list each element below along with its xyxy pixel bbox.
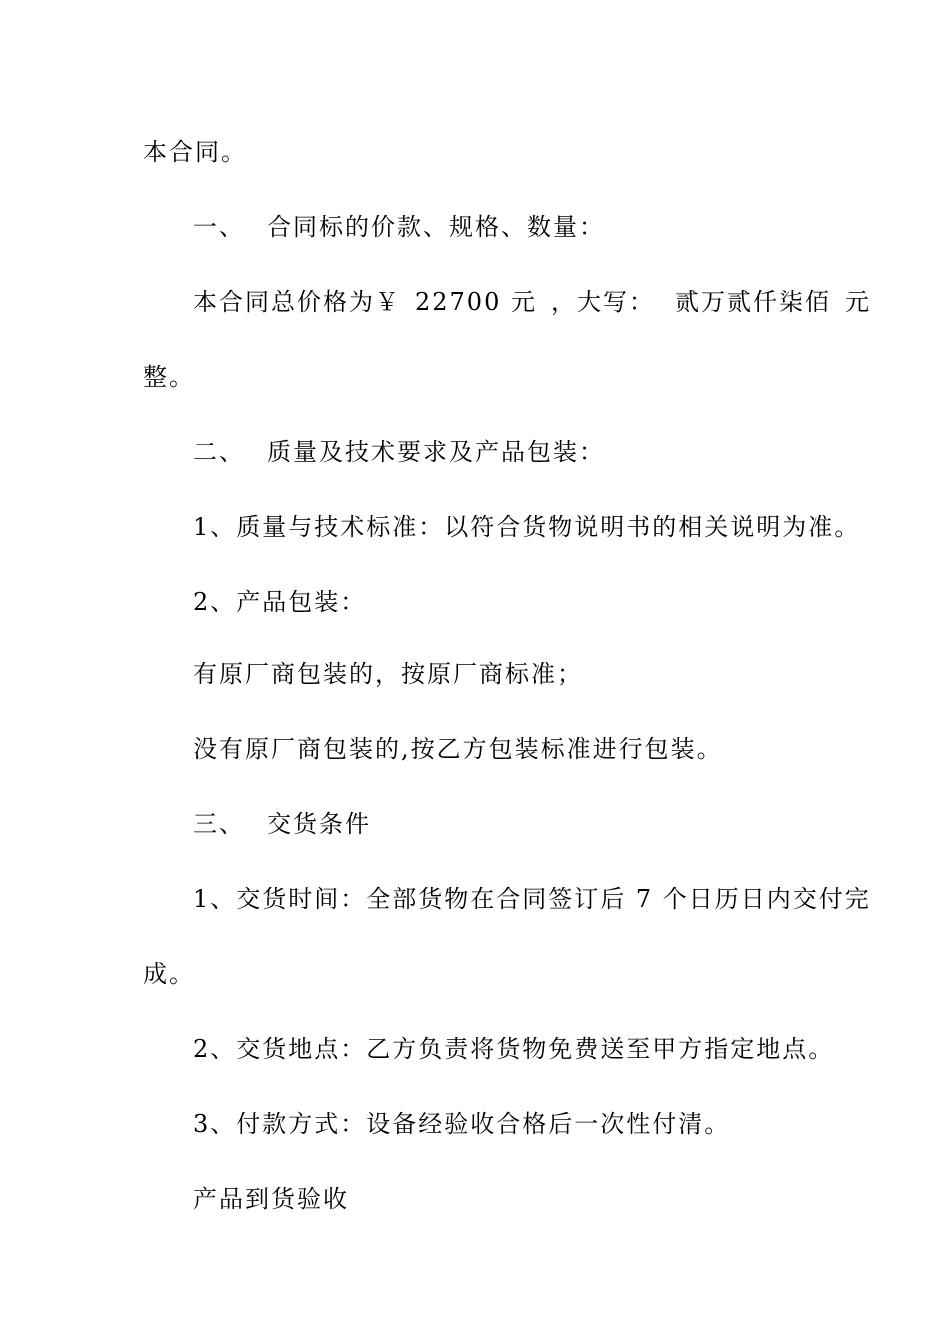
section-heading-3	[193, 809, 371, 839]
section-title: 合同标的价款、规格、数量：	[267, 213, 605, 241]
section-title: 交货条件	[267, 810, 371, 838]
section-number: 一、	[193, 213, 245, 241]
section-number: 三、	[193, 810, 245, 838]
text-line: 成。	[143, 960, 195, 988]
section-number: 二、	[193, 438, 245, 466]
text-line: 本合同。	[143, 138, 247, 166]
section-heading-2	[193, 437, 605, 467]
price-uppercase-value: 贰万贰仟柒佰	[674, 288, 831, 316]
text-line: 2、交货地点：乙方负责将货物免费送至甲方指定地点。	[193, 1035, 835, 1063]
text-line: 3、付款方式：设备经验收合格后一次性付清。	[193, 1110, 731, 1138]
text-line: 整。	[143, 363, 195, 391]
price-line	[193, 287, 871, 317]
section-heading-1	[193, 212, 605, 242]
text-line: 1、交货时间：全部货物在合同签订后 7 个日历日内交付完	[193, 885, 871, 913]
price-label: 本合同总价格为￥	[193, 288, 401, 316]
text-line: 2、产品包装：	[193, 588, 367, 616]
price-uppercase-label: ，大写：	[550, 288, 655, 316]
text-line: 没有原厂商包装的,按乙方包装标准进行包装。	[193, 735, 723, 763]
text-line: 有原厂商包装的，按原厂商标准；	[193, 660, 583, 688]
section-title: 质量及技术要求及产品包装：	[267, 438, 605, 466]
text-line: 产品到货验收	[193, 1185, 349, 1213]
price-unit: 元	[844, 288, 871, 316]
price-amount: 22700 元	[415, 288, 537, 316]
text-line: 1、质量与技术标准：以符合货物说明书的相关说明为准。	[193, 513, 861, 541]
